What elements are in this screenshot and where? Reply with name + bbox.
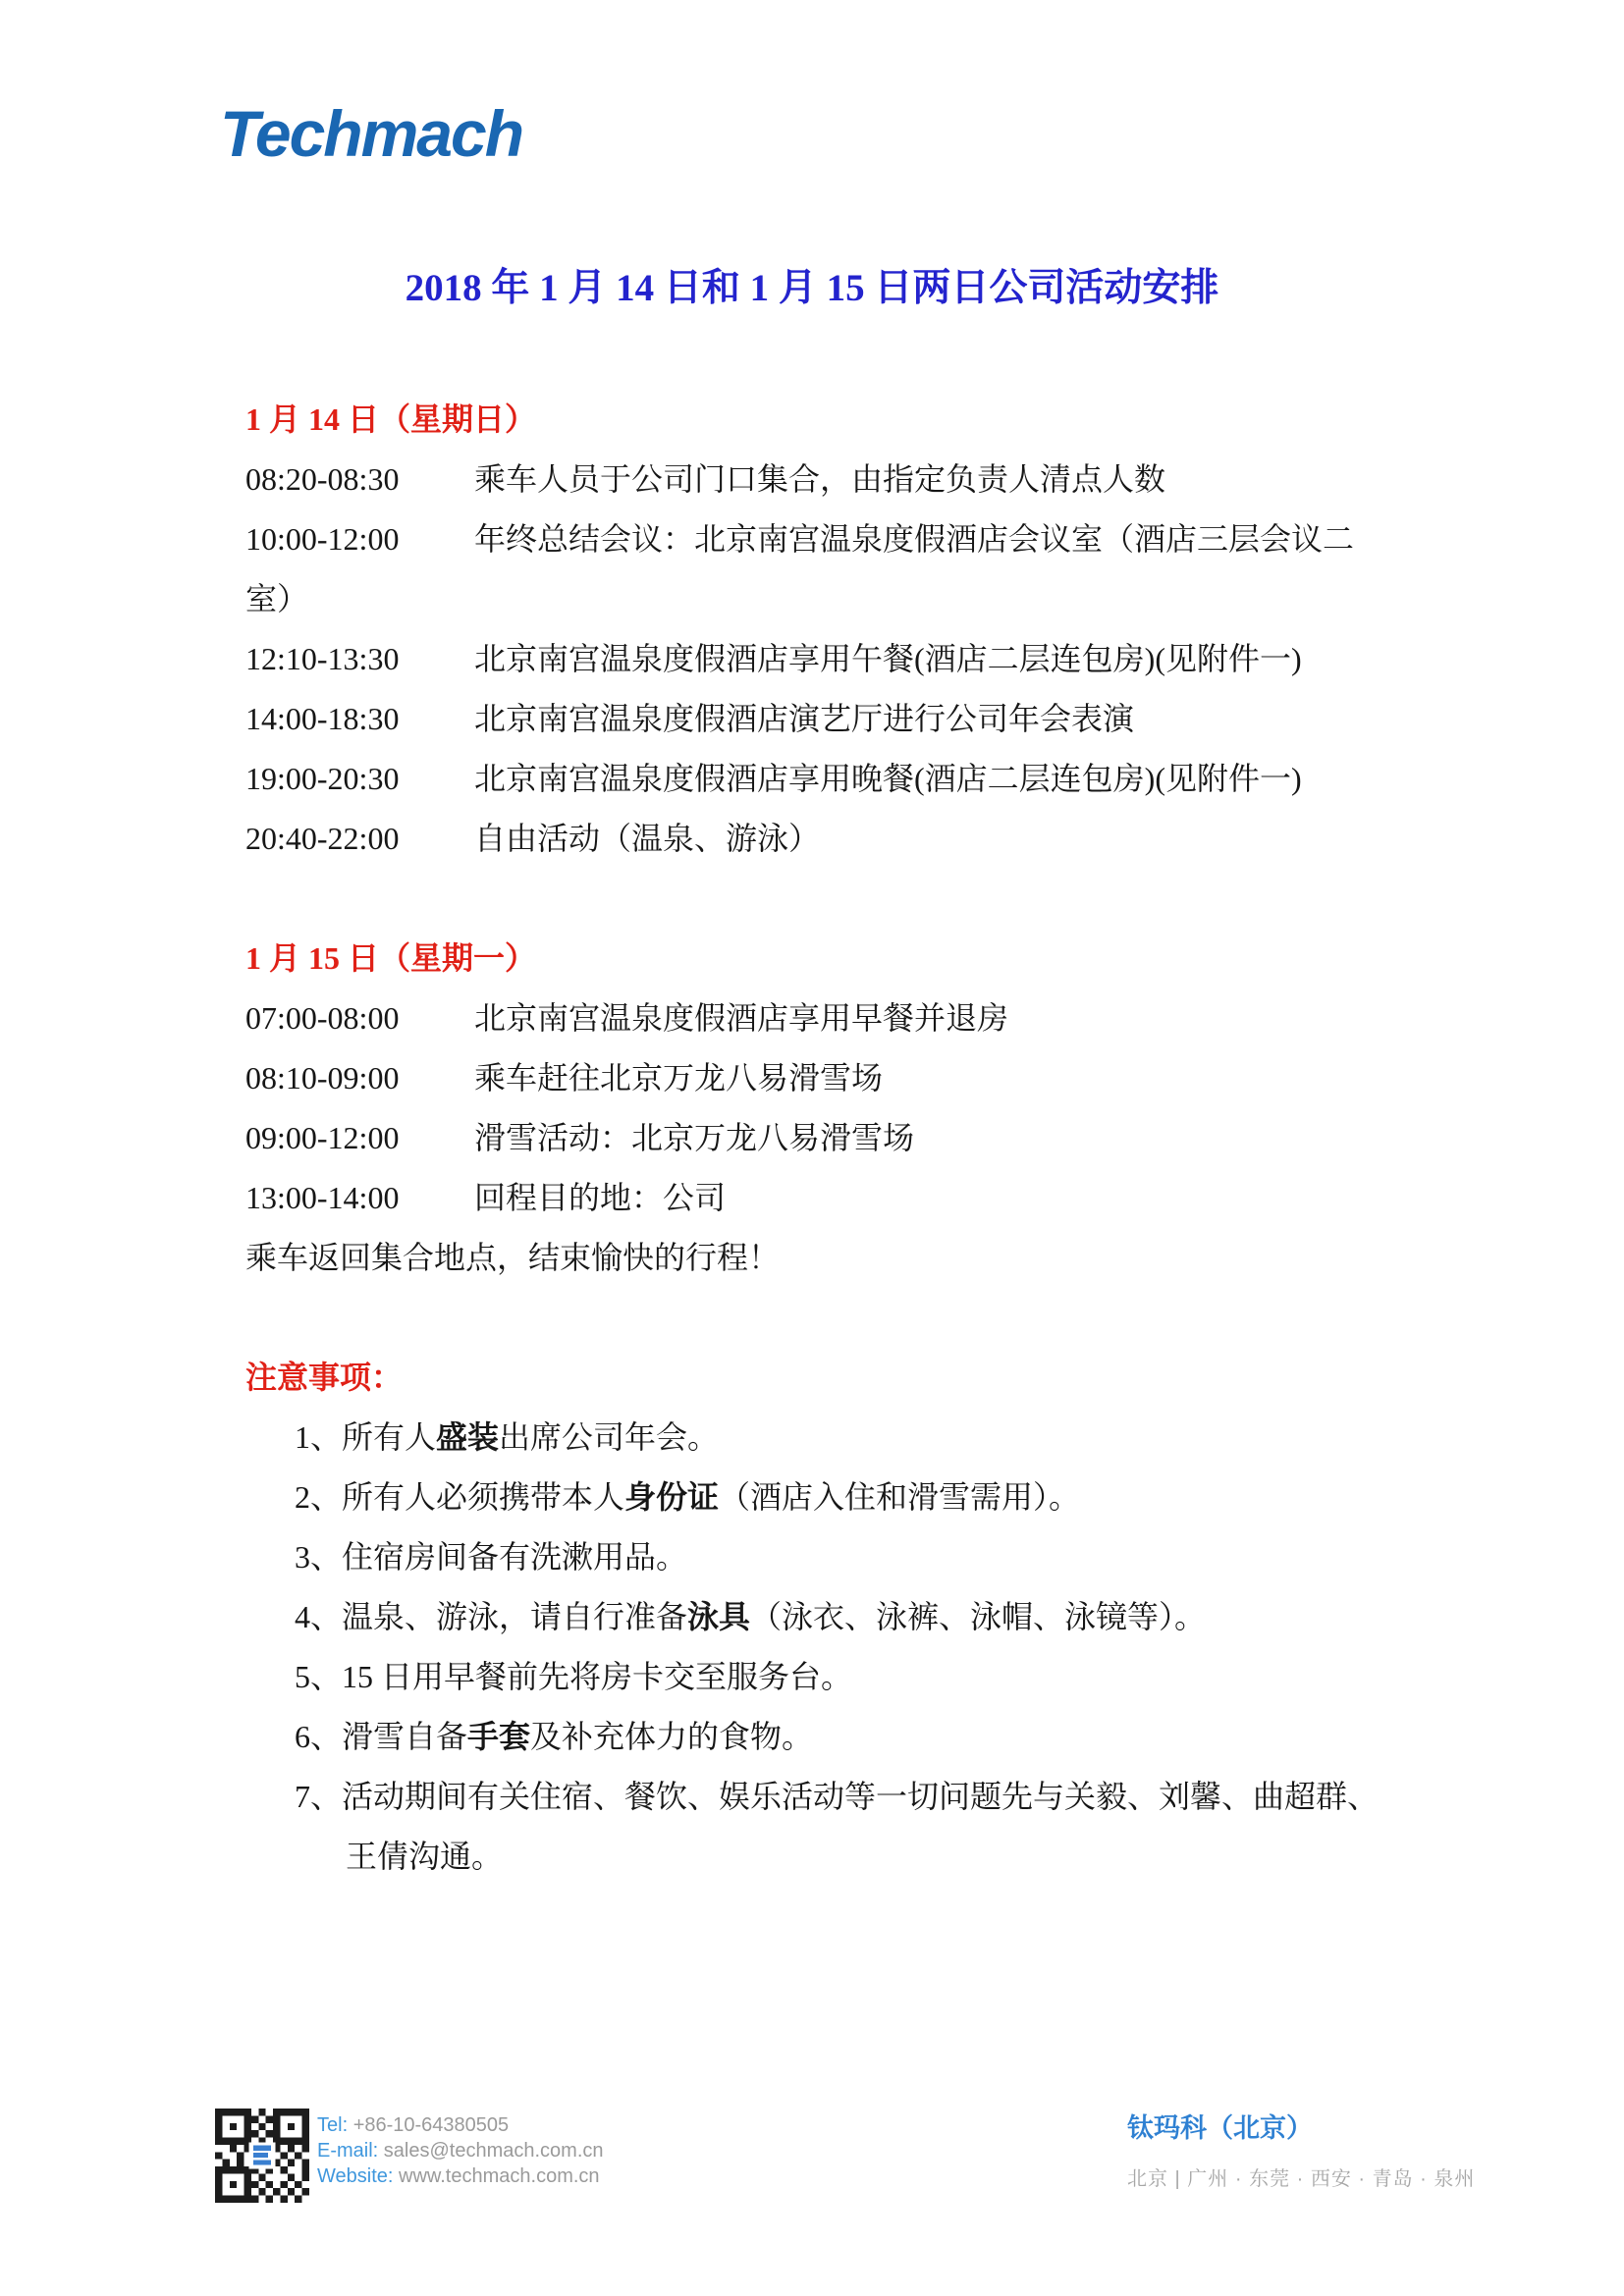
schedule-time: 07:00-08:00 [245, 1000, 400, 1036]
website-value: www.techmach.com.cn [399, 2165, 600, 2187]
note-text: 3、住宿房间备有洗漱用品。 [295, 1539, 688, 1575]
schedule-activity: 北京南宫温泉度假酒店演艺厅进行公司年会表演 [474, 701, 1135, 736]
footer-city-list: 北京 | 广州 · 东莞 · 西安 · 青岛 · 泉州 [1127, 2168, 1476, 2190]
schedule-activity-continuation: 室） [245, 581, 309, 616]
techmach-logo: Techmach [220, 97, 523, 170]
schedule-time: 12:10-13:30 [245, 641, 400, 676]
website-label: Website: [317, 2165, 394, 2187]
schedule-item [245, 1168, 1477, 1228]
schedule-activity: 北京南宫温泉度假酒店享用午餐(酒店二层连包房)(见附件一) [474, 641, 1302, 676]
contact-line-tel [317, 2112, 604, 2138]
email-label: E-mail: [317, 2140, 379, 2162]
closing-line: 乘车返回集合地点，结束愉快的行程！ [245, 1240, 781, 1275]
schedule-time: 14:00-18:30 [245, 701, 400, 736]
note-text: 6、滑雪自备 [295, 1719, 468, 1754]
schedule-activity: 乘车赶往北京万龙八易滑雪场 [474, 1060, 884, 1095]
note-item-2 [245, 1468, 1477, 1527]
tel-label: Tel: [317, 2114, 349, 2136]
page-title: 2018 年 1 月 14 日和 1 月 15 日两日公司活动安排 [405, 267, 1219, 309]
note-text: 7、活动期间有关住宿、餐饮、娱乐活动等一切问题先与关毅、刘馨、曲超群、 [295, 1779, 1380, 1814]
tel-value: +86-10-64380505 [352, 2114, 510, 2136]
schedule-item [245, 1108, 1477, 1168]
schedule-time: 20:40-22:00 [245, 821, 400, 856]
note-text: 5、15 日用早餐前先将房卡交至服务台。 [295, 1659, 853, 1694]
note-text: 出席公司年会。 [499, 1419, 720, 1455]
notes-heading: 注意事项： [245, 1360, 404, 1395]
document-body [245, 390, 1477, 1887]
schedule-item [245, 809, 1477, 869]
schedule-time: 19:00-20:30 [245, 761, 400, 796]
note-text: （泳衣、泳裤、泳帽、泳镜等）。 [750, 1599, 1207, 1634]
schedule-activity: 北京南宫温泉度假酒店享用晚餐(酒店二层连包房)(见附件一) [474, 761, 1302, 796]
schedule-item [245, 689, 1477, 749]
blank-line [245, 1288, 1477, 1348]
schedule-item [245, 509, 1477, 569]
section-heading-jan14: 1 月 14 日（星期日） [245, 401, 537, 437]
schedule-item [245, 450, 1477, 509]
email-value: sales@techmach.com.cn [383, 2140, 604, 2162]
footer-company-name: 钛玛科（北京） [1127, 2113, 1313, 2143]
note-item-1 [245, 1408, 1477, 1468]
note-item-4 [245, 1587, 1477, 1647]
schedule-time: 08:10-09:00 [245, 1060, 400, 1095]
schedule-time: 08:20-08:30 [245, 461, 400, 497]
note-item-6 [245, 1707, 1477, 1767]
schedule-item [245, 1048, 1477, 1108]
schedule-activity: 北京南宫温泉度假酒店享用早餐并退房 [474, 1000, 1009, 1036]
note-text: 4、温泉、游泳，请自行准备 [295, 1599, 688, 1634]
note-text-bold: 手套 [467, 1719, 531, 1754]
schedule-item [245, 988, 1477, 1048]
note-item-7 [245, 1767, 1477, 1827]
blank-line [245, 869, 1477, 929]
schedule-activity: 滑雪活动：北京万龙八易滑雪场 [474, 1120, 915, 1155]
schedule-activity: 乘车人员于公司门口集合，由指定负责人清点人数 [474, 461, 1166, 497]
schedule-time: 09:00-12:00 [245, 1120, 400, 1155]
note-text-bold: 泳具 [687, 1599, 751, 1634]
schedule-item [245, 749, 1477, 809]
section-heading-jan15: 1 月 15 日（星期一） [245, 940, 537, 976]
note-text: 2、所有人必须携带本人 [295, 1479, 625, 1515]
note-text-bold: 身份证 [624, 1479, 720, 1515]
footer-contact-block [317, 2112, 604, 2189]
schedule-time: 10:00-12:00 [245, 521, 400, 557]
note-item-3 [245, 1527, 1477, 1587]
contact-line-website [317, 2163, 604, 2189]
schedule-time: 13:00-14:00 [245, 1180, 400, 1215]
schedule-activity: 回程目的地：公司 [474, 1180, 727, 1215]
qr-code-image [215, 2109, 309, 2203]
note-text: 1、所有人 [295, 1419, 437, 1455]
note-text: 及补充体力的食物。 [530, 1719, 814, 1754]
qr-code [215, 2109, 309, 2203]
note-item-7-continuation: 王倩沟通。 [346, 1839, 504, 1874]
note-text-bold: 盛装 [436, 1419, 500, 1455]
note-text: （酒店入住和滑雪需用）。 [719, 1479, 1081, 1515]
schedule-activity: 自由活动（温泉、游泳） [474, 821, 821, 856]
schedule-activity: 年终总结会议：北京南宫温泉度假酒店会议室（酒店三层会议二 [474, 521, 1355, 557]
note-item-5 [245, 1647, 1477, 1707]
schedule-item [245, 629, 1477, 689]
contact-line-email [317, 2138, 604, 2163]
